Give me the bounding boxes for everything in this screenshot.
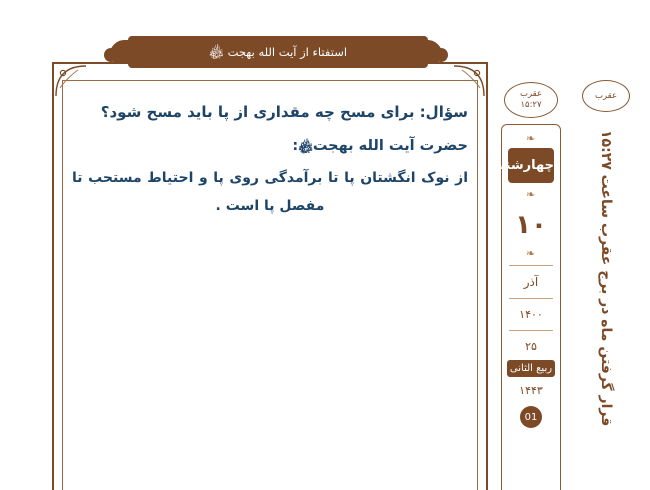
header-banner [128, 36, 428, 68]
ornament-icon: ❧ [525, 247, 537, 260]
side-strip-text: قرار گرفتن ماه در برج عقرب ساعت ۱۵:۲۷ [598, 130, 614, 427]
lunar-month: ربیع الثانی [507, 360, 555, 377]
header-honorific-icon: ﷾ [208, 45, 224, 57]
lunar-year: ۱۴۴۳ [519, 384, 543, 397]
ornament-icon: ❧ [525, 132, 537, 145]
side-zodiac-badge: عقرب [582, 80, 630, 112]
zodiac-badge-name: عقرب [519, 89, 543, 100]
answer-title [72, 133, 468, 161]
corner-ornament-icon [452, 64, 486, 98]
zodiac-badge [504, 82, 558, 118]
divider [509, 298, 553, 299]
answer-text: از نوک انگشتان پا تا برآمدگی روی پا و احتیاط مستحب تا مفصل پا است . [72, 170, 468, 215]
lunar-day: ۲۵ [525, 340, 537, 353]
answer-honorific-icon: ﷾ [298, 140, 313, 151]
day-number: ۱۰ [515, 210, 547, 240]
side-strip [576, 80, 636, 480]
divider [509, 330, 553, 331]
header-title: استفتاء از آیت الله بهجت [227, 45, 348, 59]
ornament-icon: ❧ [525, 188, 537, 201]
question-text: سؤال: برای مسح چه مقداری از پا باید مسح شود؟ [100, 103, 468, 121]
solar-year: ۱۴۰۰ [519, 308, 543, 321]
solar-month: آذر [523, 275, 539, 289]
divider [509, 265, 553, 266]
gregorian-day: 01 [520, 406, 542, 428]
zodiac-badge-time: ۱۵:۲۷ [520, 100, 542, 110]
answer-title-text: حضرت آیت الله بهجت [312, 137, 468, 154]
weekday-label: چهارشنبه [508, 148, 554, 183]
answer-title-colon: : [292, 137, 299, 154]
content-body [72, 98, 468, 220]
corner-ornament-icon [54, 64, 88, 98]
calendar-column [492, 82, 564, 490]
calendar-spine [492, 124, 561, 490]
